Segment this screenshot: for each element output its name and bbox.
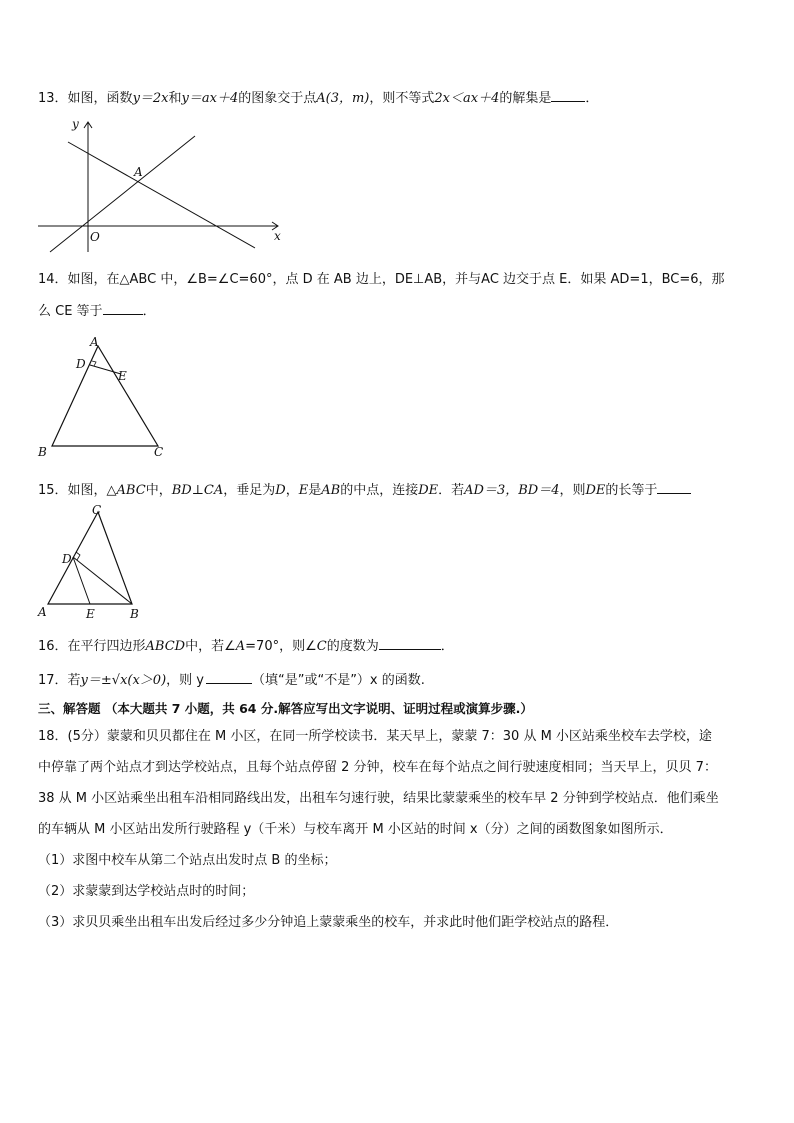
label-a: A [90, 335, 99, 349]
label-e: E [86, 607, 95, 621]
answer-blank [551, 88, 585, 102]
segment-de [90, 365, 121, 374]
q16-text: 16．在平行四边形ABCD中，若∠A=70°，则∠C的度数为 ． [38, 636, 454, 656]
answer-blank [103, 301, 143, 315]
label-d: D [76, 357, 86, 371]
section-header: 三、解答题 （本大题共 7 小题，共 64 分.解答应写出文字说明、证明过程或演算步骤.） [38, 701, 533, 716]
q18-line-2: 中停靠了两个站点才到达学校站点，且每个站点停留 2 分钟，校车在每个站点之间行驶速度相同；当天早上，贝贝 7： [38, 760, 717, 775]
q18-line-1: 18．(5分）蒙蒙和贝贝都住在 M 小区，在同一所学校读书．某天早上，蒙蒙 7：30 从 M 小区站乘坐校车去学校，途 [38, 729, 712, 744]
answer-blank [657, 480, 691, 494]
q13-figure [30, 112, 300, 262]
label-y: y [72, 117, 79, 131]
label-e: E [118, 369, 127, 383]
label-d: D [62, 552, 72, 566]
q18-subquestion-2: （2）求蒙蒙到达学校站点时的时间； [38, 884, 255, 899]
answer-blank [206, 670, 252, 684]
q18-subquestion-3: （3）求贝贝乘坐出租车出发后经过多少分钟追上蒙蒙乘坐的校车，并求此时他们距学校站点的路程． [38, 915, 619, 930]
answer-blank [379, 636, 441, 650]
label-a: A [38, 605, 47, 619]
q18-subquestion-1: （1）求图中校车从第二个站点出发时点 B 的坐标； [38, 853, 337, 868]
q14-figure [30, 332, 180, 462]
label-c: C [92, 503, 102, 517]
q15-figure [30, 500, 160, 625]
right-angle-mark [76, 552, 80, 560]
q14-line-1: 14．如图，在△ABC 中，∠B=∠C=60°，点 D 在 AB 边上，DE⊥AB，并与AC 边交于点 E．如果 AD=1，BC=6，那 [38, 272, 725, 287]
q14-line-2: 么 CE 等于 ． [38, 301, 156, 321]
triangle-abc [48, 512, 132, 604]
q18-line-4: 的车辆从 M 小区站出发所行驶路程 y（千米）与校车离开 M 小区站的时间 x（分）之间的函数图象如图所示． [38, 822, 673, 837]
q15-text: 15．如图，△ABC中，BD⊥CA，垂足为D，E是AB的中点，连接DE．若AD＝3，BD＝4，则DE的长等于 [38, 480, 691, 500]
label-c: C [154, 445, 164, 459]
label-a: A [134, 165, 143, 179]
label-b: B [38, 445, 47, 459]
line-y-2x [50, 136, 195, 252]
label-b: B [130, 607, 139, 621]
triangle-abc [52, 346, 158, 446]
q17-text: 17．若y＝±√x(x＞0)，则 y （填“是”或“不是”）x 的函数. [38, 670, 425, 690]
label-origin: O [90, 230, 100, 244]
q18-line-3: 38 从 M 小区站乘坐出租车沿相同路线出发，出租车匀速行驶，结果比蒙蒙乘坐的校车早 2 分钟到学校站点．他们乘坐 [38, 791, 719, 806]
label-x: x [274, 229, 281, 243]
q13-text: 13．如图，函数y＝2x和y＝ax＋4的图象交于点A(3，m)，则不等式2x＜ax＋4的解集是 ． [38, 88, 598, 108]
